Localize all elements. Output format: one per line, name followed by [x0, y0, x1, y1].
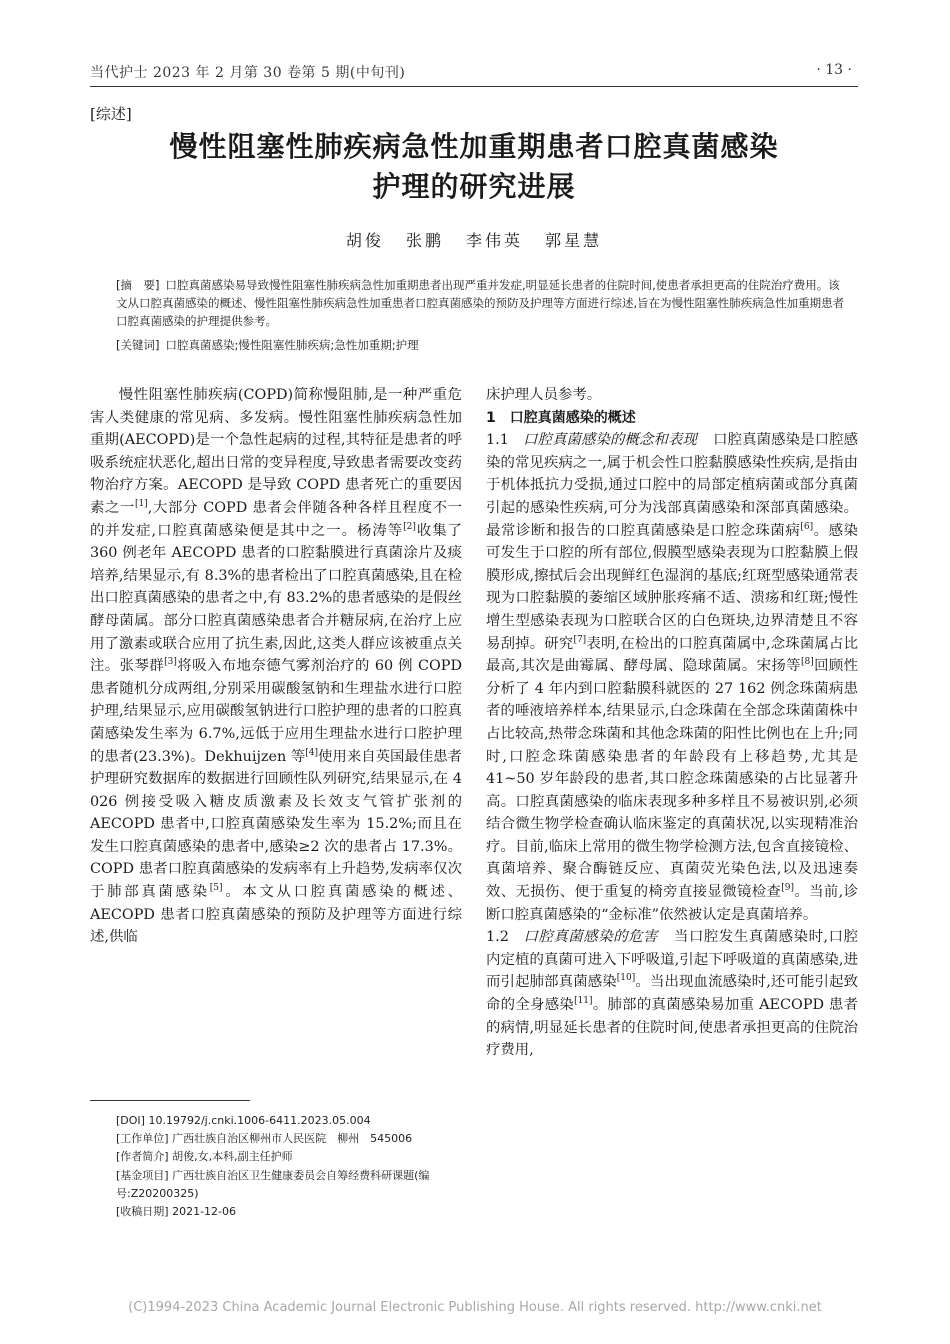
citation: [2] [403, 521, 416, 532]
subsection-1-2: 1.2 口腔真菌感染的危害 当口腔发生真菌感染时,口腔内定植的真菌可进入下呼吸道,引起下呼吸道的真菌感染,进而引起肺部真菌感染[10]。当出现血流感染时,还可能引起致命的全身感染[11]。肺部的真菌感染易加重 AECOPD 患者的病情,明显延长患者的住院时间,使患者承担更高的住院治疗费用, [486, 929, 858, 1059]
citation: [5] [209, 883, 223, 894]
citation: [1] [135, 499, 148, 510]
author: 胡俊 [345, 231, 384, 250]
author: 郭星慧 [545, 231, 603, 250]
received-note: [收稿日期] 2021-12-06 [116, 1205, 237, 1219]
continued-text: 床护理人员参考。 [486, 387, 602, 403]
title-line-1: 慢性阻塞性肺疾病急性加重期患者口腔真菌感染 [169, 130, 779, 163]
subsection-1-1: 1.1 口腔真菌感染的概念和表现 口腔真菌感染是口腔感染的常见疾病之一,属于机会性口腔黏膜感染性疾病,是指由于机体抵抗力受损,通过口腔中的局部定植病菌或部分真菌引起的感染性疾病,可分为浅部真菌感染和深部真菌感染。最常诊断和报告的口腔真菌感染是口腔念珠菌病[6]。感染可发生于口腔的所有部位,假膜型感染表现为口腔黏膜上假膜形成,擦拭后会出现鲜红色湿润的基底;红斑型感染通常表现为口腔黏膜的萎缩区域肿胀疼痛不适、溃疡和红斑;慢性增生型感染表现为口腔联合区的白色斑块,边界清楚且不容易刮掉。研究[7]表明,在检出的口腔真菌属中,念珠菌属占比最高,其次是曲霉属、酵母属、隐球菌属。宋扬等[8]回顾性分析了 4 年内到口腔黏膜科就医的 27 162 例念珠菌病患者的唾液培养样本,结果显示,白念珠菌在全部念珠菌菌株中占比较高,热带念珠菌和其他念珠菌的阳性比例也在上升;同时,口腔念珠菌感染患者的年龄段有上移趋势,尤其是 41~50 岁年龄段的患者,其口腔念珠菌感染的占比显著升高。口腔真菌感染的临床表现多种多样且不易被识别,必须结合微生物学检查确认临床鉴定的真菌状况,以实现精准治疗。目前,临床上常用的微生物学检测方法,包含直接镜检、真菌培养、聚合酶链反应、真菌荧光染色法,以及迅速奏效、无损伤、便于重复的椅旁直接显微镜检查[9]。当前,诊断口腔真菌感染的“金标准”依然被认定是真菌培养。 [486, 432, 858, 923]
section-heading-1: 1 口腔真菌感染的概述 [486, 409, 636, 426]
abstract-label: [摘 要] [116, 278, 160, 292]
author: 李伟英 [466, 231, 524, 250]
footnote-divider [90, 1100, 250, 1101]
author-note: [作者简介] 胡俊,女,本科,副主任护师 [116, 1150, 293, 1164]
running-header [90, 58, 858, 87]
fund-note: [基金项目] 广西壮族自治区卫生健康委员会自筹经费科研课题(编号:Z20200325) [116, 1168, 430, 1200]
abstract-text: 口腔真菌感染易导致慢性阻塞性肺疾病急性加重期患者出现严重并发症,明显延长患者的住院时间,使患者承担更高的住院治疗费用。该文从口腔真菌感染的概述、慢性阻塞性肺疾病急性加重患者口腔真菌感染的预防及护理等方面进行综述,旨在为慢性阻塞性肺疾病急性加重期患者口腔真菌感染的护理提供参考。 [116, 278, 845, 328]
left-column [90, 384, 462, 949]
author-list [90, 228, 858, 251]
abstract-block [116, 276, 851, 354]
citation: [11] [574, 996, 593, 1007]
article-title [90, 127, 858, 207]
citation: [4] [305, 747, 319, 758]
unit-note: [工作单位] 广西壮族自治区柳州市人民医院 柳州 545006 [116, 1132, 413, 1146]
citation: [8] [800, 657, 814, 668]
keywords-label: [关键词] [116, 338, 160, 352]
doi-note: [DOI] 10.19792/j.cnki.1006-6411.2023.05.004 [116, 1114, 371, 1127]
abstract [116, 276, 851, 330]
keywords-text: 口腔真菌感染;慢性阻塞性肺疾病;急性加重期;护理 [165, 338, 419, 352]
subsection-number: 1.2 [486, 929, 509, 946]
citation: [7] [573, 634, 587, 645]
keywords [116, 336, 851, 354]
copyright-watermark: (C)1994-2023 China Academic Journal Electronic Publishing House. All rights reserved. http://www.cnki.net [128, 1300, 822, 1315]
section-tag: [综述] [90, 105, 132, 123]
subsection-number: 1.1 [486, 432, 509, 449]
author: 张鹏 [405, 231, 444, 250]
footnotes [116, 1112, 466, 1221]
page-number: · 13 · [816, 62, 852, 78]
citation: [10] [616, 973, 636, 984]
right-column [486, 384, 858, 1062]
intro-paragraph: 慢性阻塞性肺疾病(COPD)简称慢阻肺,是一种严重危害人类健康的常见病、多发病。慢性阻塞性肺疾病急性加重期(AECOPD)是一个急性起病的过程,其特征是患者的呼吸系统症状恶化,超出日常的变异程度,导致患者需要改变药物治疗方案。AECOPD 是导致 COPD 患者死亡的重要因素之一[1],大部分 COPD 患者会伴随各种各样且程度不一的并发症,口腔真菌感染便是其中之一。杨涛等[2]收集了 360 例老年 AECOPD 患者的口腔黏膜进行真菌涂片及痰培养,结果显示,有 8.3%的患者检出了口腔真菌感染,且在检出口腔真菌感染的患者之中,有 83.2%的患者感染的是假丝酵母菌属。部分口腔真菌感染患者合并糖尿病,在治疗上应用了激素或联合应用了抗生素,因此,这类人群应该被重点关注。张琴群[3]将吸入布地奈德气雾剂治疗的 60 例 COPD 患者随机分成两组,分别采用碳酸氢钠和生理盐水进行口腔护理,结果显示,应用碳酸氢钠进行口腔护理的患者的口腔真菌感染发生率为 6.7%,远低于应用生理盐水进行口腔护理的患者(23.3%)。Dekhuijzen 等[4]使用来自英国最佳患者护理研究数据库的数据进行回顾性队列研究,结果显示,在 4 026 例接受吸入糖皮质激素及长效支气管扩张剂的 AECOPD 患者中,口腔真菌感染发生率为 15.2%;而且在发生口腔真菌感染的患者中,感染≥2 次的患者占 17.3%。COPD 患者口腔真菌感染的发病率有上升趋势,发病率仅次于肺部真菌感染[5]。本文从口腔真菌感染的概述、AECOPD 患者口腔真菌感染的预防及护理等方面进行综述,供临 [90, 387, 462, 946]
journal-info: 当代护士 2023 年 2 月第 30 卷第 5 期(中旬刊) [90, 65, 406, 81]
subsection-title: 口腔真菌感染的危害 [522, 929, 659, 946]
title-line-2: 护理的研究进展 [372, 170, 576, 203]
citation: [6] [800, 521, 814, 532]
subsection-title: 口腔真菌感染的概念和表现 [522, 432, 698, 449]
citation: [3] [164, 657, 177, 668]
citation: [9] [781, 883, 794, 894]
